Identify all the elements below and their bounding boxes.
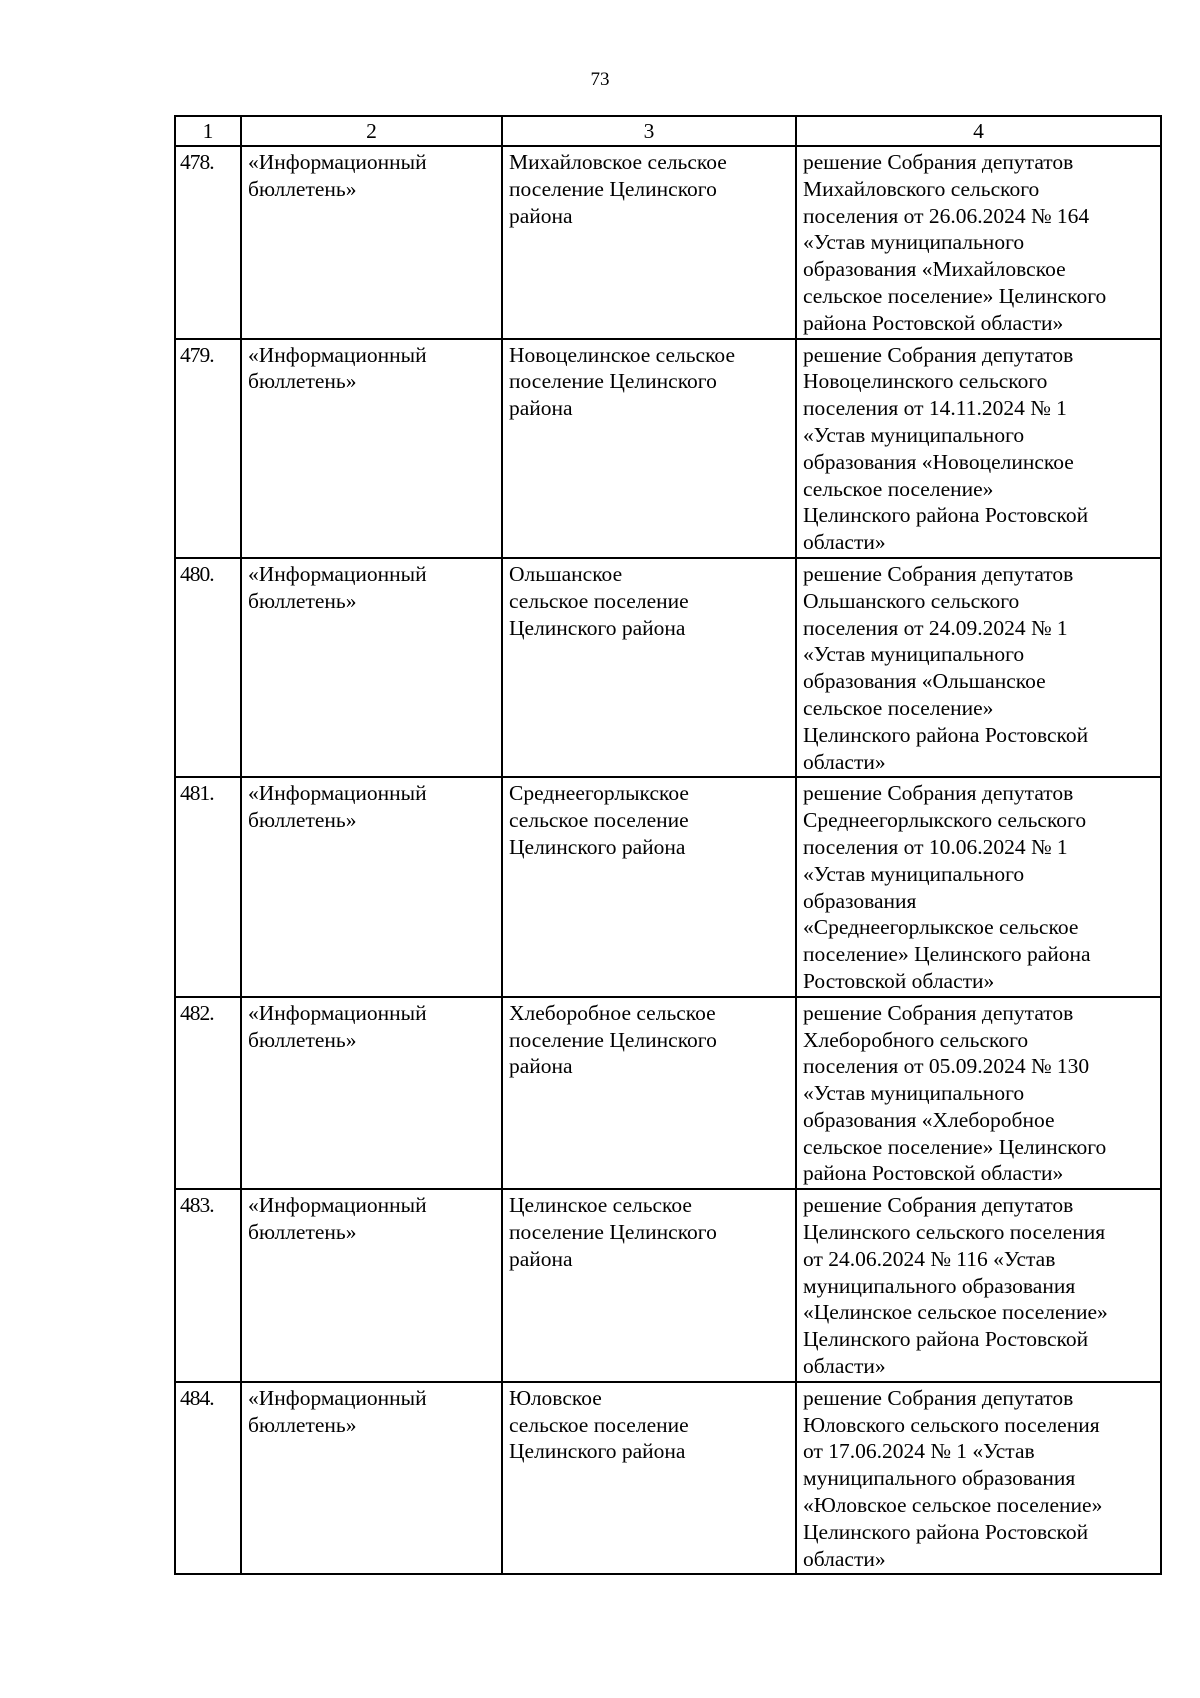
source-cell: «Информационный бюллетень» bbox=[241, 1189, 502, 1382]
decision-cell: решение Собрания депутатов Юловского сельского поселения от 17.06.2024 № 1 «Устав муниципального образования «Юловское сельское поселение» Целинского района Ростовской области» bbox=[796, 1382, 1161, 1575]
row-number: 479. bbox=[175, 339, 241, 558]
table-row bbox=[175, 558, 1161, 777]
municipality-cell: Ольшанское сельское поселение Целинского района bbox=[502, 558, 796, 777]
register-table bbox=[174, 115, 1162, 1575]
municipality-cell: Новоцелинское сельское поселение Целинского района bbox=[502, 339, 796, 558]
row-number: 478. bbox=[175, 146, 241, 339]
source-cell: «Информационный бюллетень» bbox=[241, 558, 502, 777]
municipality-cell: Юловское сельское поселение Целинского района bbox=[502, 1382, 796, 1575]
table-row bbox=[175, 339, 1161, 558]
column-header-1: 1 bbox=[175, 116, 241, 146]
row-number: 481. bbox=[175, 777, 241, 996]
municipality-cell: Среднеегорлыкское сельское поселение Целинского района bbox=[502, 777, 796, 996]
column-header-4: 4 bbox=[796, 116, 1161, 146]
table-row bbox=[175, 1382, 1161, 1575]
source-cell: «Информационный бюллетень» bbox=[241, 777, 502, 996]
column-header-2: 2 bbox=[241, 116, 502, 146]
decision-cell: решение Собрания депутатов Михайловского сельского поселения от 26.06.2024 № 164 «Устав муниципального образования «Михайловское сельское поселение» Целинского района Ростовской области» bbox=[796, 146, 1161, 339]
source-cell: «Информационный бюллетень» bbox=[241, 1382, 502, 1575]
source-cell: «Информационный бюллетень» bbox=[241, 997, 502, 1190]
table-row bbox=[175, 777, 1161, 996]
municipality-cell: Михайловское сельское поселение Целинского района bbox=[502, 146, 796, 339]
table-row bbox=[175, 146, 1161, 339]
source-cell: «Информационный бюллетень» bbox=[241, 339, 502, 558]
decision-cell: решение Собрания депутатов Целинского сельского поселения от 24.06.2024 № 116 «Устав муниципального образования «Целинское сельское поселение» Целинского района Ростовской области» bbox=[796, 1189, 1161, 1382]
municipality-cell: Целинское сельское поселение Целинского района bbox=[502, 1189, 796, 1382]
row-number: 480. bbox=[175, 558, 241, 777]
row-number: 483. bbox=[175, 1189, 241, 1382]
column-header-3: 3 bbox=[502, 116, 796, 146]
decision-cell: решение Собрания депутатов Хлеборобного сельского поселения от 05.09.2024 № 130 «Устав муниципального образования «Хлеборобное сельское поселение» Целинского района Ростовской области» bbox=[796, 997, 1161, 1190]
municipality-cell: Хлеборобное сельское поселение Целинского района bbox=[502, 997, 796, 1190]
table-row bbox=[175, 997, 1161, 1190]
decision-cell: решение Собрания депутатов Среднеегорлыкского сельского поселения от 10.06.2024 № 1 «Устав муниципального образования «Среднеегорлыкское сельское поселение» Целинского района Ростовской области» bbox=[796, 777, 1161, 996]
header-row bbox=[175, 116, 1161, 146]
table-row bbox=[175, 1189, 1161, 1382]
decision-cell: решение Собрания депутатов Новоцелинского сельского поселения от 14.11.2024 № 1 «Устав муниципального образования «Новоцелинское сельское поселение» Целинского района Ростовской области» bbox=[796, 339, 1161, 558]
row-number: 482. bbox=[175, 997, 241, 1190]
decision-cell: решение Собрания депутатов Ольшанского сельского поселения от 24.09.2024 № 1 «Устав муниципального образования «Ольшанское сельское поселение» Целинского района Ростовской области» bbox=[796, 558, 1161, 777]
page-number: 73 bbox=[590, 69, 610, 90]
source-cell: «Информационный бюллетень» bbox=[241, 146, 502, 339]
row-number: 484. bbox=[175, 1382, 241, 1575]
